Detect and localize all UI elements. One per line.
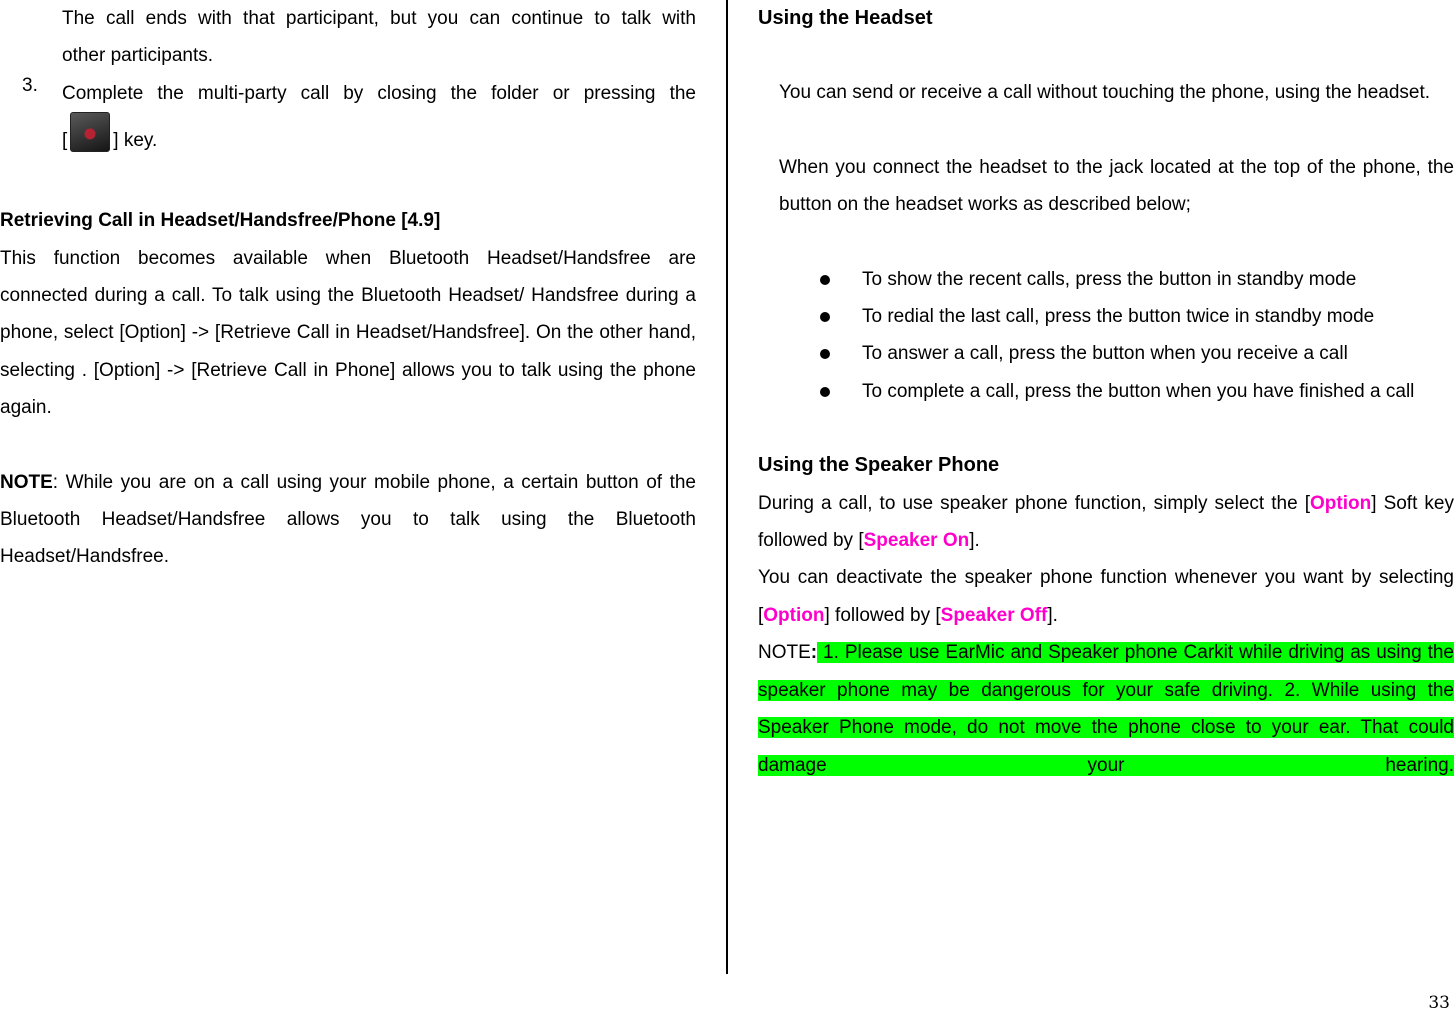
speaker-para-2 (758, 559, 1454, 634)
step-number: 3. (22, 74, 38, 96)
list-item (820, 261, 1454, 298)
bullet-text: To redial the last call, press the button twice in standby mode (862, 306, 1375, 328)
continuation-line-1: The call ends with that participant, but you can continue to talk with (62, 8, 696, 29)
speaker-note-label: NOTE (758, 642, 811, 664)
speaker-text: During a call, to use speaker phone function, simply select the [ (758, 492, 1311, 514)
speaker-on-keyword: Speaker On (863, 530, 970, 552)
page-number: 33 (1428, 993, 1450, 1013)
continuation-text (0, 0, 696, 75)
bullet-dot (820, 261, 862, 298)
bullet-text: To complete a call, press the button when you have finished a call (862, 380, 1415, 402)
speaker-text: ] Soft key followed by [ (758, 492, 1454, 552)
section-heading: Retrieving Call in Headset/Handsfree/Phone [4.9] (0, 210, 441, 232)
speaker-text: ]. (1047, 604, 1058, 626)
bullet-dot (820, 373, 862, 410)
speaker-heading: Using the Speaker Phone (758, 454, 1000, 477)
note-label: NOTE (0, 471, 53, 493)
bracket-open: [ (62, 130, 68, 152)
speaker-text: ] followed by [ (824, 604, 941, 626)
left-column (0, 0, 696, 576)
continuation-line-2: other participants. (62, 45, 214, 67)
headset-para-1: You can send or receive a call without touching the phone, using the headset. (779, 82, 1431, 104)
speaker-note-colon: : (810, 642, 818, 664)
speaker-note (758, 634, 1454, 784)
option-keyword: Option (763, 604, 825, 626)
note-text: : While you are on a call using your mobile phone, a certain button of the Bluetooth Headset/Handsfree allows you to talk using the Bluetooth Headset/Handsfree. (0, 471, 696, 568)
step-3-line-1: Complete the multi-party call by closing the folder or pressing the (62, 82, 696, 104)
column-divider (726, 0, 728, 974)
bracket-close: ] key. (113, 130, 158, 152)
bullet-dot (820, 298, 862, 335)
right-column (758, 0, 1454, 784)
bullet-text: To answer a call, press the button when you receive a call (862, 343, 1348, 365)
speaker-text: You can deactivate the speaker phone function whenever you want by selecting [ (758, 567, 1454, 626)
list-item (820, 298, 1454, 335)
speaker-note-text: 1. Please use EarMic and Speaker phone Carkit while driving as using the speaker phone may be dangerous for your safe driving. 2. While using the Speaker Phone mode, do not move the phone close to your ear. That could damage your hearing. (758, 642, 1454, 776)
note-paragraph (0, 464, 696, 576)
bullet-dot (820, 335, 862, 372)
speaker-off-keyword: Speaker Off (940, 604, 1048, 626)
section-body: This function becomes available when Bluetooth Headset/Handsfree are connected during a call. To talk using the Bluetooth Headset/ Handsfree during a phone, select [Option] -> [Retrieve Call in Headset/Handsfree]. On the other hand, selecting . [Option] -> [Retrieve Call in Phone] allows you to talk using the phone again. (0, 247, 696, 419)
speaker-para-1 (758, 485, 1454, 560)
headset-bullet-list (820, 261, 1454, 411)
end-key-icon (70, 112, 110, 152)
headset-para-2: When you connect the headset to the jack located at the top of the phone, the button on the headset works as described below; (779, 156, 1454, 216)
step-3 (0, 75, 696, 170)
list-item (820, 373, 1454, 410)
bullet-text: To show the recent calls, press the button in standby mode (862, 268, 1357, 290)
list-item (820, 335, 1454, 372)
step-3-line-2 (62, 112, 696, 170)
headset-heading: Using the Headset (758, 7, 933, 29)
speaker-text: ]. (969, 530, 980, 552)
option-keyword: Option (1310, 492, 1372, 514)
